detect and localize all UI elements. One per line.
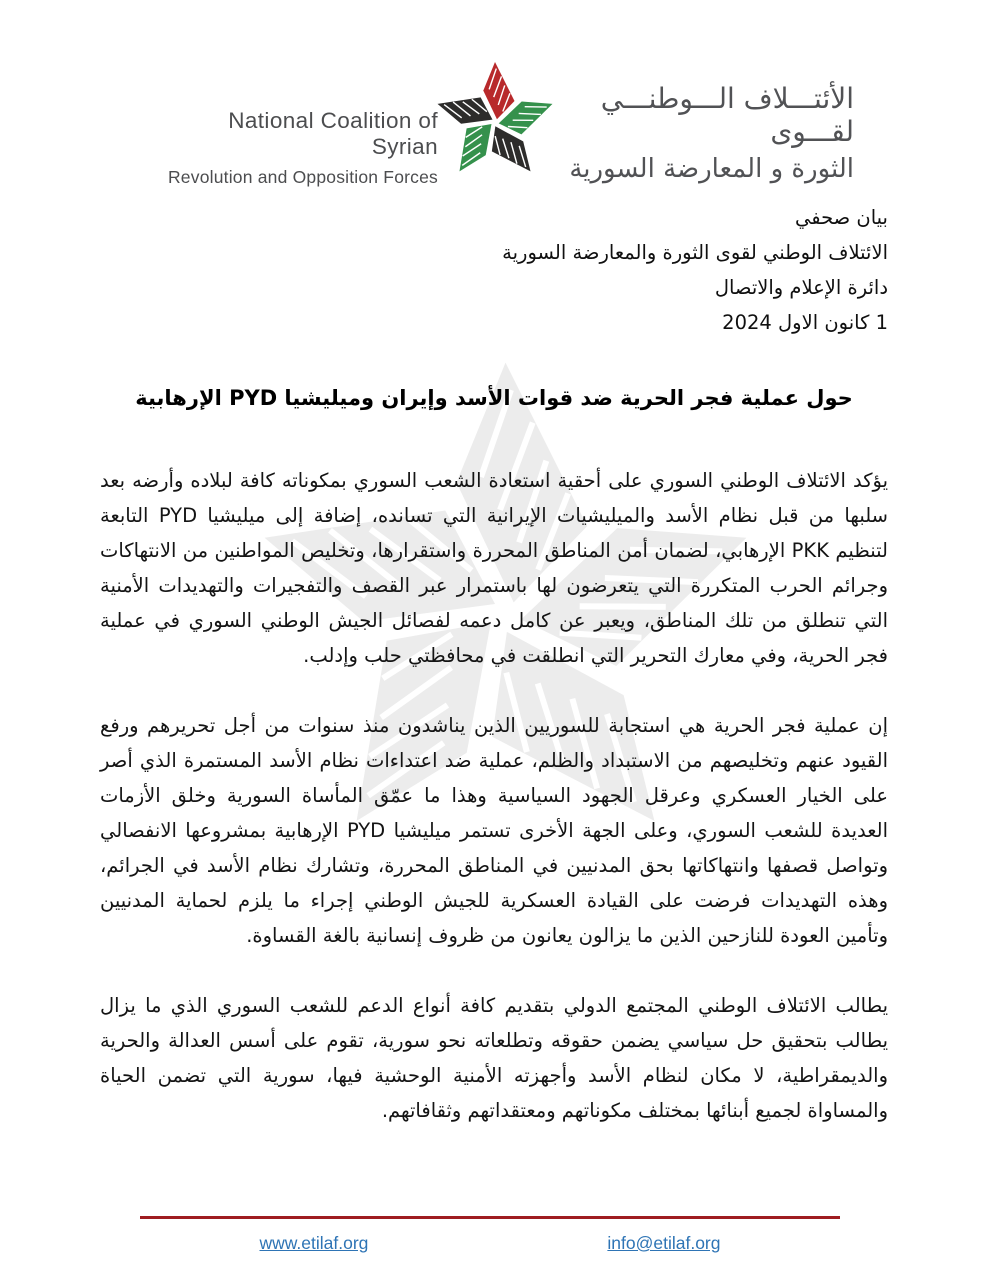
document-body <box>100 463 888 1163</box>
website-link[interactable]: www.etilaf.org <box>259 1233 369 1253</box>
coalition-star-logo-icon <box>430 54 560 191</box>
paragraph-3: يطالب الائتلاف الوطني المجتمع الدولي بتقديم كافة أنواع الدعم للشعب السوري الذي ما يزال يطالب بتحقيق حل سياسي يضمن حقوقه وتطلعاته نحو سورية، تقوم على أسس العدالة والحرية والديمقراطية، لا مكان لنظام الأسد وأجهزته الأمنية الوحشية فيها، سورية التي تضمن الحياة والمساواة لجميع أبنائها بمختلف مكوناتهم ومعتقداتهم وثقافاتهم. <box>100 994 888 1122</box>
paragraph-2: إن عملية فجر الحرية هي استجابة للسوريين الذين يناشدون منذ سنوات من أجل تحريرهم ورفع القيود عنهم وتخليصهم من الاستبداد والظلم، عملية ضد اعتداءات نظام الأسد المستمرة الذي أصر على الخيار العسكري وعرقل الجهود السياسية وهذا ما عمّق المأساة السورية وخلق الأزمات العديدة للشعب السوري، وعلى الجهة الأخرى تستمر ميليشيا PYD الإرهابية بمشروعها الانفصالي وتواصل قصفها وانتهاكاتها بحق المدنيين في المناطق المحررة، وتشارك نظام الأسد في الجرائم، وهذه التهديدات فرضت على القيادة العسكرية للجيش الوطني إجراء ما يلزم لحماية المدنيين وتأمين العودة للنازحين الذين ما يزالون يعانون من ظروف إنسانية بالغة القساوة. <box>100 714 889 947</box>
meta-department-line: دائرة الإعلام والاتصال <box>714 276 888 299</box>
footer-divider <box>140 1216 840 1219</box>
press-release-meta <box>502 200 888 340</box>
paragraph-1: يؤكد الائتلاف الوطني السوري على أحقية استعادة الشعب السوري بمكوناته كافة لبلاده وأرضه بعد سلبها من قبل نظام الأسد والميليشيات الإيرانية التي تسانده، إضافة إلى ميليشيا PYD التابعة لتنظيم PKK الإرهابي، لضمان أمن المناطق المحررة واستقرارها، وتخليص المواطنين من الانتهاكات وجرائم الحرب المتكررة التي يتعرضون لها باستمرار عبر القصف والتفجيرات والتهديدات الأمنية التي تنطلق من تلك المناطق، ويعبر عن كامل دعمه لفصائل الجيش الوطني السوري في عملية فجر الحرية، وفي معارك التحرير التي انطلقت في محافظتي حلب وإدلب. <box>100 469 888 667</box>
org-name-ar-line1: الأئتـــلاف الـــوطنـــي لقـــوى <box>600 82 854 148</box>
org-name-ar-line2: الثورة و المعارضة السورية <box>569 154 854 184</box>
email-link[interactable]: info@etilaf.org <box>607 1233 721 1253</box>
document-title: حول عملية فجر الحرية ضد قوات الأسد وإيران وميليشيا PYD الإرهابية <box>135 386 853 410</box>
meta-org-line: الائتلاف الوطني لقوى الثورة والمعارضة السورية <box>502 241 888 264</box>
meta-press-release-label: بيان صحفي <box>794 206 888 229</box>
org-name-english <box>156 108 438 188</box>
org-name-en-line1: National Coalition of Syrian <box>228 108 438 159</box>
org-name-arabic <box>562 82 854 184</box>
footer-links <box>140 1233 840 1254</box>
meta-date-line: 1 كانون الاول 2024 <box>722 311 888 334</box>
org-name-en-line2: Revolution and Opposition Forces <box>167 167 438 187</box>
